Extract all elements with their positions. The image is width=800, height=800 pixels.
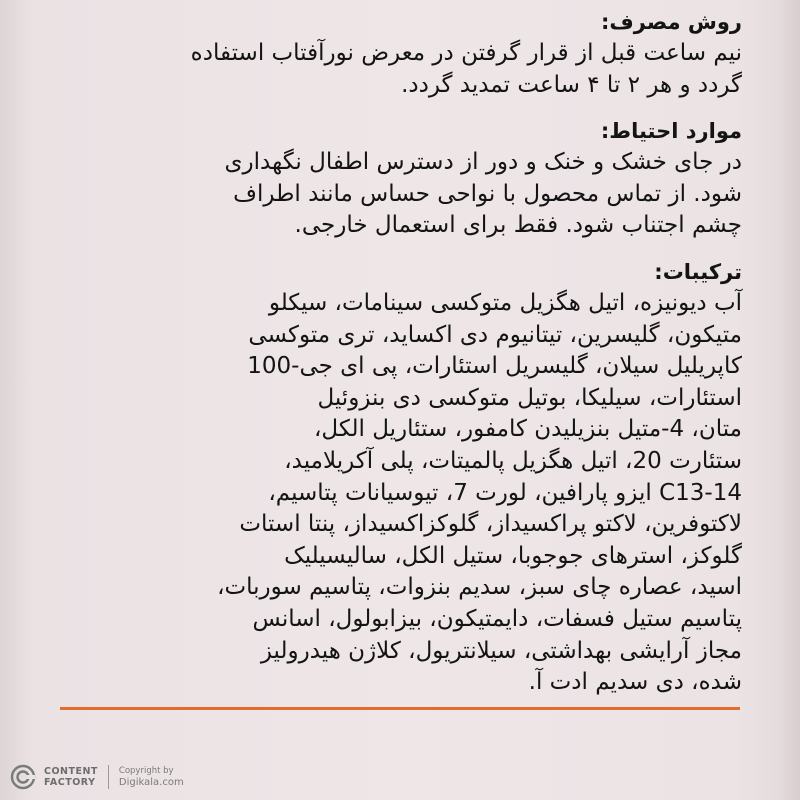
ingredients-line: C13-14 ایزو پارافین، لورت 7، تیوسیانات پتاسیم، [268, 479, 742, 506]
package-edge-shadow [778, 0, 800, 800]
ingredients-heading: ترکیبات: [654, 259, 742, 284]
ingredients-line: ستئارت 20، اتیل هگزیل پالمیتات، پلی آکریلامید، [284, 447, 742, 474]
ingredients-line: متیکون، گلیسرین، تیتانیوم دی اکساید، تری متوکسی [248, 321, 742, 348]
usage-section [97, 6, 742, 101]
watermark-footer [10, 760, 184, 794]
ingredients-line: اسید، عصاره چای سبز، سدیم بنزوات، پتاسیم سوربات، [217, 574, 742, 601]
ingredients-line: شده، دی سدیم ادت آ. [528, 669, 742, 696]
precautions-line: چشم اجتناب شود. فقط برای استعمال خارجی. [294, 212, 742, 239]
usage-line: نیم ساعت قبل از قرار گرفتن در معرض نورآفتاب استفاده [190, 40, 742, 66]
ingredients-line: آب دیونیزه، اتیل هگزیل متوکسی سینامات، سیکلو [268, 289, 742, 316]
ingredients-section [97, 256, 742, 699]
ingredients-line: کاپریلیل سیلان، گلیسریل استئارات، پی ای جی-100 [247, 353, 742, 380]
usage-line: گردد و هر ۲ تا ۴ ساعت تمدید گردد. [401, 71, 742, 98]
precautions-heading: موارد احتیاط: [600, 119, 742, 144]
orange-accent-line [60, 707, 740, 710]
footer-divider [108, 765, 109, 789]
ingredients-line: متان، 4-متیل بنزیلیدن کامفور، ستئاریل الکل، [313, 416, 742, 443]
precautions-line: در جای خشک و خنک و دور از دسترس اطفال نگهداری [224, 149, 742, 176]
usage-heading: روش مصرف: [601, 10, 742, 34]
logo-line1: CONTENT [44, 766, 98, 777]
ingredients-line: مجاز آرایشی بهداشتی، سیلانتریول، کلاژن هیدرولیز [260, 637, 742, 664]
copyright-label: Copyright by [118, 766, 174, 776]
label-text-block [97, 6, 742, 699]
precautions-line: شود. از تماس محصول با نواحی حساس مانند اطراف [233, 180, 742, 207]
content-factory-logo-icon [10, 764, 36, 790]
ingredients-line: گلوکز، استرهای جوجوبا، ستیل الکل، سالیسیلیک [284, 542, 742, 569]
content-factory-wordmark [44, 766, 98, 788]
precautions-section [97, 115, 742, 242]
copyright-notice [119, 766, 184, 788]
logo-line2: FACTORY [44, 777, 96, 788]
ingredients-line: استئارات، سیلیکا، بوتیل متوکسی دی بنزوئیل [317, 384, 742, 411]
ingredients-line: لاکتوفرین، لاکتو پراکسیداز، گلوکزاکسیداز، پنتا استات [239, 511, 742, 538]
ingredients-line: پتاسیم ستیل فسفات، دایمتیکون، بیزابولول، اسانس [252, 605, 742, 632]
copyright-site: Digikala.com [118, 777, 184, 788]
